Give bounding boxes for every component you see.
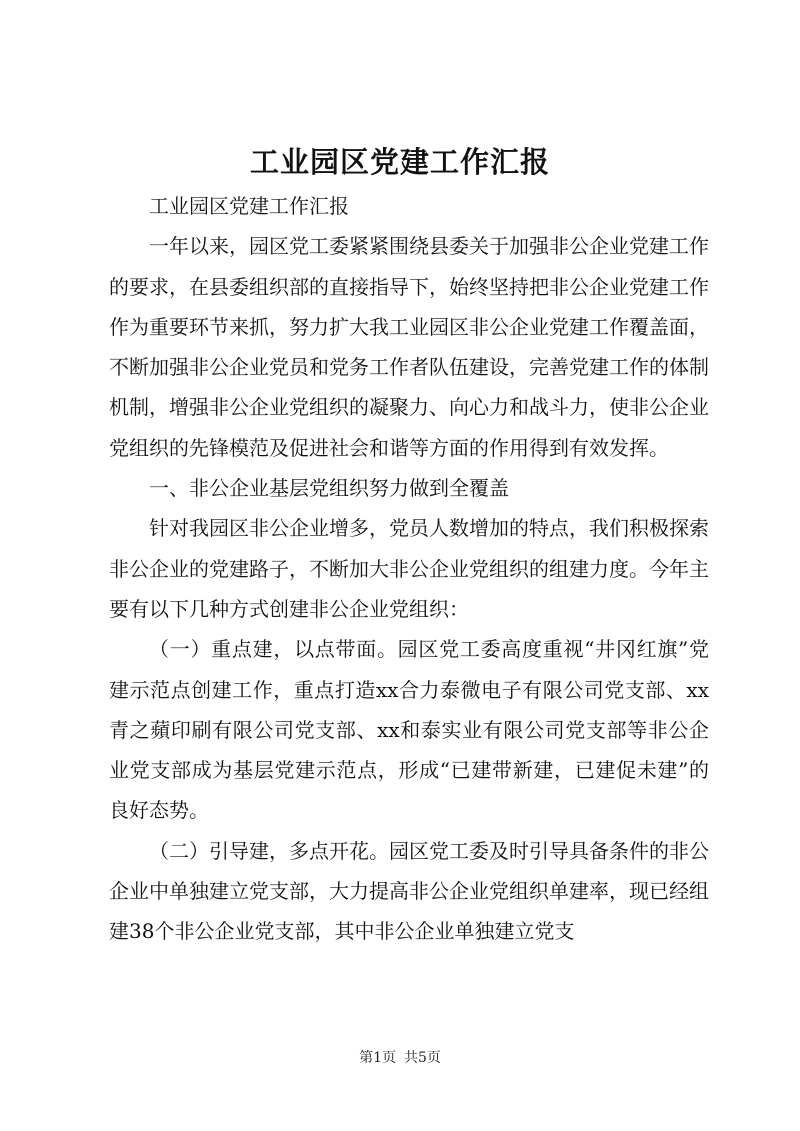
page-number: 第1页 (359, 1050, 396, 1066)
intro-paragraph: 一年以来，园区党工委紧紧围绕县委关于加强非公企业党建工作的要求，在县委组织部的直接指导下，始终坚持把非公企业党建工作作为重要环节来抓，努力扩大我工业园区非公企业党建工作覆盖面，不断加强非公企业党员和党务工作者队伍建设，完善党建工作的体制机制，增强非公企业党组织的凝聚力、向心力和战斗力，使非公企业党组织的先锋模范及促进社会和谐等方面的作用得到有效发挥。 (109, 234, 709, 460)
body-paragraph: （一）重点建，以点带面。园区党工委高度重视“井冈红旗”党建示范点创建工作，重点打造xx合力泰微电子有限公司党支部、xx青之蘋印刷有限公司党支部、xx和泰实业有限公司党支部等非公企业党支部成为基层党建示范点，形成“已建带新建，已建促未建”的良好态势。 (109, 637, 709, 823)
section-heading: 一、非公企业基层党组织努力做到全覆盖 (149, 476, 509, 501)
body-paragraph: （二）引导建，多点开花。园区党工委及时引导具备条件的非公企业中单独建立党支部，大力提高非公企业党组织单建率，现已经组建38个非公企业党支部，其中非公企业单独建立党支 (109, 838, 709, 944)
page-footer (0, 1048, 800, 1068)
document-body (109, 186, 709, 952)
subtitle-paragraph: 工业园区党建工作汇报 (149, 194, 349, 218)
page-total: 共5页 (404, 1050, 441, 1066)
document-title: 工业园区党建工作汇报 (249, 145, 550, 179)
body-paragraph: 针对我园区非公企业增多，党员人数增加的特点，我们积极探索非公企业的党建路子，不断加大非公企业党组织的组建力度。今年主要有以下几种方式创建非公企业党组织： (109, 516, 709, 621)
